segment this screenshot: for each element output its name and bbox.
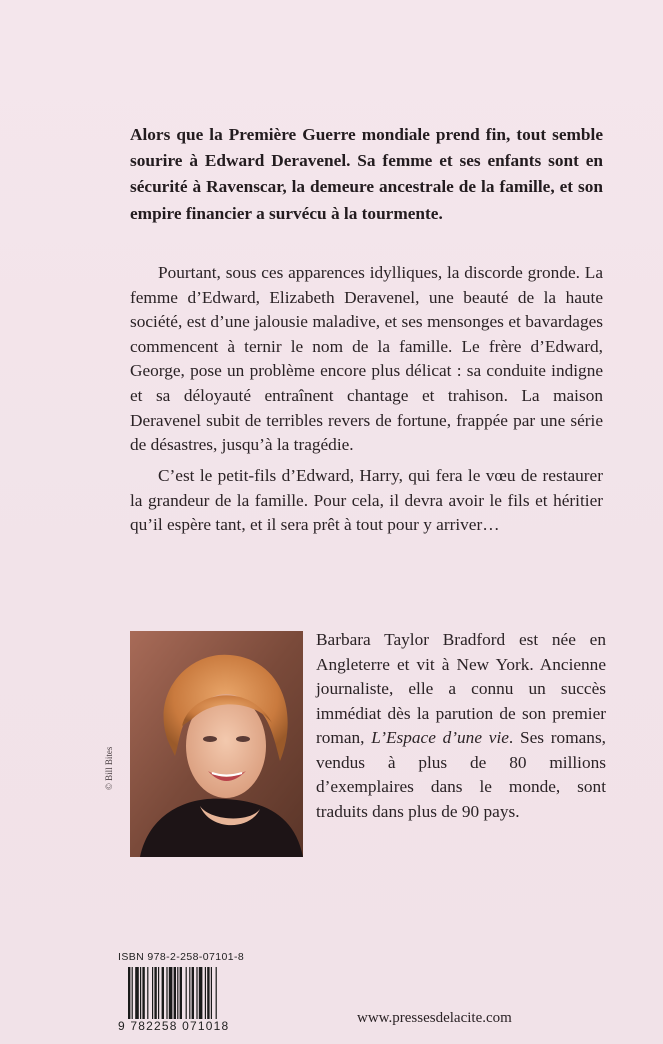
summary-paragraph-2: C’est le petit-fils d’Edward, Harry, qui fera le vœu de restaurer la grandeur de la famille. Pour cela, il devra avoir le fils et héritier qu’il espère tant, et il sera prêt à tout pour y arriver… bbox=[130, 466, 603, 535]
publisher-website: www.pressesdelacite.com bbox=[357, 1010, 512, 1026]
isbn-label: ISBN 978-2-258-07101-8 bbox=[118, 951, 245, 963]
barcode bbox=[128, 967, 256, 1019]
bio-text: Barbara Taylor Bradford est née en Angleterre et vit à New York. Ancienne journaliste, elle a connu un succès immédiat dès la parution de son premier roman, bbox=[316, 630, 606, 747]
photo-credit: © Bill Bites bbox=[104, 746, 114, 790]
bio-book-title: L’Espace d’une vie bbox=[371, 728, 509, 747]
ean-number: 9 782258 071018 bbox=[118, 1019, 230, 1033]
author-bio bbox=[316, 628, 606, 824]
bio-text-end: . Ses romans, vendus à plus de 80 millions d’exemplaires dans le monde, sont traduits dans plus de 90 pays. bbox=[316, 728, 606, 821]
author-photo bbox=[130, 631, 303, 857]
summary-paragraph-1: Pourtant, sous ces apparences idylliques, la discorde gronde. La femme d’Edward, Elizabeth Deravenel, une beauté de la haute société, est d’une jalousie maladive, et ses mensonges et bavardages commencent à ternir le nom de la famille. Le frère d’Edward, George, pose un problème encore plus délicat : sa conduite indigne et sa déloyauté entraînent chantage et trahison. La maison Deravenel subit de terribles revers de fortune, frappée par une série de désastres, jusqu’à la tragédie. bbox=[130, 263, 603, 455]
blurb-text: Alors que la Première Guerre mondiale prend fin, tout semble sourire à Edward Deravenel. Sa femme et ses enfants sont en sécurité à Ravenscar, la demeure ancestrale de la famille, et son empire financier a survécu à la tourmente. bbox=[130, 125, 603, 223]
